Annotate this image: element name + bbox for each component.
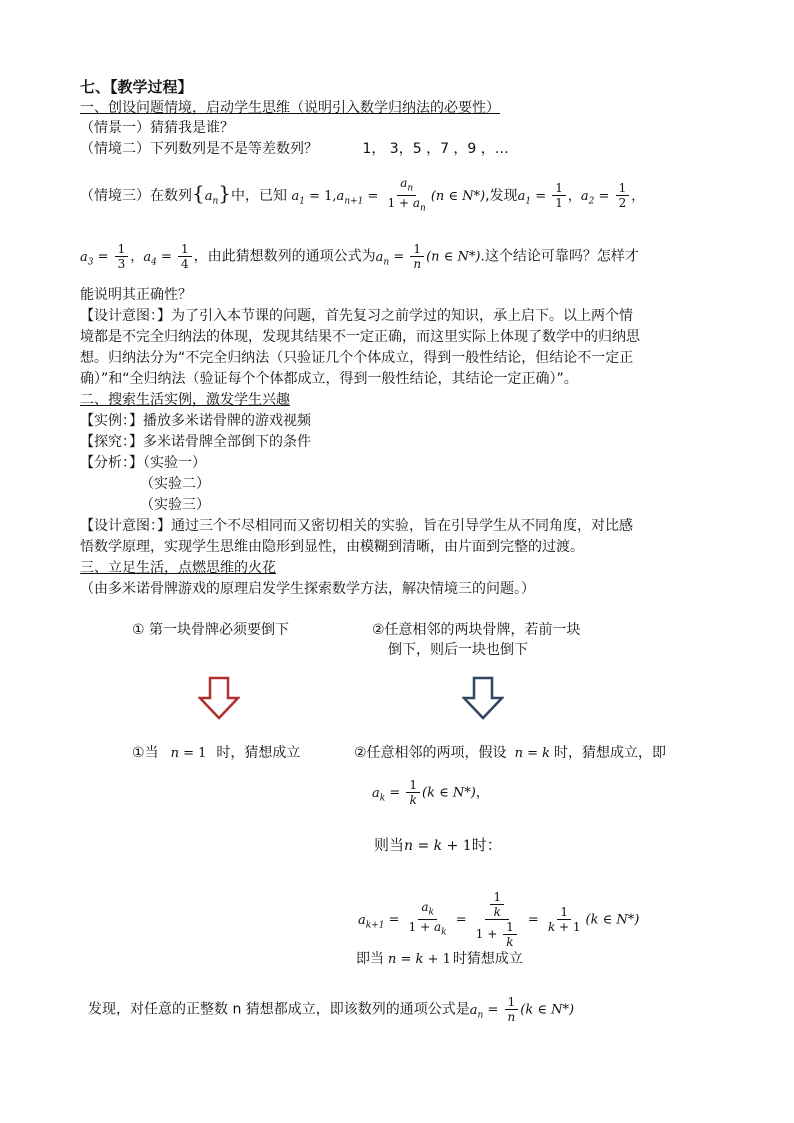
sequence-brace: {	[192, 180, 205, 205]
section3-title: 三、立足生活，点燃思维的火花	[80, 560, 276, 576]
section2-title: 二、搜索生活实例，激发学生兴趣	[80, 392, 290, 408]
math-n-eq-1: n = 1	[170, 746, 207, 761]
math-frac-1-3: $\frac{1}{3}$	[115, 242, 129, 271]
step2-row	[354, 744, 666, 763]
math-domain4: (k ∈ N*)	[585, 912, 640, 928]
scene2-sequence: 1， 3，5 ，7 ，9 ，…	[362, 141, 509, 157]
scene3-c: ,发现	[485, 187, 518, 204]
section3-intro: （由多米诺骨牌游戏的原理启发学生探索数学方法，解决情境三的问题。）	[80, 581, 535, 597]
math-domain2: (n ∈ N*)	[426, 249, 481, 265]
math-eq8: =	[385, 785, 405, 801]
math-eq11: =	[523, 912, 543, 928]
math-a2: $a_2$	[580, 188, 595, 207]
scene2-row	[80, 140, 509, 158]
math-n-eq-k1: n = k + 1	[404, 838, 472, 854]
math-comma2: ，	[631, 188, 645, 204]
math-frac-1-k1: $\frac{1}{k + 1}$	[547, 905, 581, 934]
scene3-b: 中，已知	[231, 187, 288, 204]
ok-b: 时猜想成立	[452, 951, 523, 967]
scene1: （情景一）猜猜我是谁？	[80, 120, 234, 136]
math-frac-1-k: $\frac{1}{k}$	[406, 778, 420, 807]
conclusion-row	[88, 995, 574, 1024]
design1-line3: 想。归纳法分为“不完全归纳法（只验证几个个体成立，得到一般性结论，但结论不一定正	[80, 350, 634, 366]
condition-1: ① 第一块骨牌必须要倒下	[132, 622, 290, 638]
math-an-final: $a_n$	[469, 1002, 484, 1021]
sequence-brace-close: }	[218, 180, 232, 205]
design1-line4: 确）”和“全归纳法（验证每个个体都成立，得到一般性结论，其结论一定正确）”。	[80, 371, 578, 387]
design1-line1: 【设计意图：】为了引入本节课的问题，首先复习之前学过的知识，承上启下。以上两个情	[80, 308, 633, 324]
math-an1: $a_{n+1}$	[336, 188, 364, 207]
math-eq3: =	[531, 188, 551, 204]
math-n-eq-k: n = k	[514, 746, 550, 761]
experiment-2: （实验二）	[140, 476, 210, 492]
step1-row	[132, 744, 300, 763]
math-frac-1-1: $\frac{1}{1}$	[552, 181, 566, 210]
math-a3: $a_3$	[80, 249, 94, 268]
section-heading: 七、【教学过程】	[80, 78, 193, 96]
math-ak: $a_k$	[372, 785, 386, 804]
math-frac-1-2: $\frac{1}{2}$	[616, 181, 630, 210]
math-an-formula: $a_n$	[375, 249, 390, 268]
math-frac-recurrence: $\frac{a_n}{1 + a_n}$	[387, 176, 426, 214]
math-comma4: ，	[475, 785, 489, 801]
math-eq7: =	[389, 249, 409, 265]
math-eq2: =	[363, 188, 383, 204]
then-b: 时：	[471, 836, 502, 854]
step2-a: ②任意相邻的两项，假设	[354, 745, 507, 761]
math-domain1: (n ∈ N*)	[430, 188, 486, 204]
math-ak1: $a_{k+1}$	[358, 912, 385, 931]
math-a4: $a_4$	[143, 249, 157, 268]
math-eq12: =	[483, 1002, 503, 1018]
step1-b: 时，猜想成立	[216, 745, 301, 761]
then-row	[374, 836, 502, 855]
math-frac-ak-over: $\frac{a_k}{1 + a_k}$	[408, 899, 447, 938]
math-eq6: =	[156, 249, 176, 265]
step2-b: 时，猜想成立，即	[554, 745, 666, 761]
condition-2-line2: 倒下，则后一块也倒下	[388, 642, 528, 658]
step1-a: ①当	[132, 745, 159, 761]
math-a1: $a_1$	[517, 188, 532, 207]
math-comma1: ，	[567, 188, 581, 204]
math-eq10: =	[451, 912, 471, 928]
math-eq4: =	[594, 188, 614, 204]
scene3-row	[80, 176, 644, 216]
scene2: （情境二）下列数列是不是等差数列？	[80, 141, 318, 157]
analysis: 【分析：】（实验一）	[80, 455, 206, 471]
explore: 【探究：】多米诺骨牌全部倒下的条件	[80, 434, 311, 450]
math-a1-eq: $a_1$	[291, 188, 305, 207]
math-eq9: =	[384, 912, 404, 928]
math-n-eq-k1-b: n = k + 1	[388, 952, 451, 967]
down-arrow-right-icon	[462, 676, 504, 720]
design2-line2: 悟数学原理，实现学生思维由隐形到显性，由模糊到清晰，由片面到完整的过渡。	[80, 539, 584, 555]
example: 【实例：】播放多米诺骨牌的游戏视频	[80, 413, 311, 429]
math-eq5: =	[93, 249, 113, 265]
scene3-a: （情境三）在数列	[80, 187, 192, 204]
math-frac-1-4: $\frac{1}{4}$	[178, 242, 192, 271]
derivation-formula	[358, 890, 639, 949]
design2-line1: 【设计意图：】通过三个不尽相同而又密切相关的实验，旨在引导学生从不同角度，对比感	[80, 518, 633, 534]
section1-title: 一、创设问题情境，启动学生思维（说明引入数学归纳法的必要性）	[80, 100, 500, 116]
math-frac-1-n: $\frac{1}{n}$	[410, 242, 424, 271]
math-frac-1-n-final: $\frac{1}{n}$	[505, 995, 519, 1024]
experiment-3: （实验三）	[140, 497, 210, 513]
conclusion: 发现，对任意的正整数 n 猜想都成立，即该数列的通项公式是	[88, 1001, 470, 1018]
scene3-d: ，由此猜想数列的通项公式为	[193, 248, 376, 265]
ok-row	[356, 950, 523, 969]
down-arrow-left-icon	[198, 676, 240, 720]
math-comma3: ，	[130, 249, 144, 265]
hypothesis-formula	[372, 778, 489, 807]
math-eq1: = 1,	[304, 188, 337, 204]
math-domain5: (k ∈ N*)	[520, 1002, 575, 1018]
math-domain3: (k ∈ N*)	[422, 785, 476, 801]
design1-line2: 境都是不完全归纳法的体现，发现其结果不一定正确，而这里实际上体现了数学中的归纳思	[80, 329, 640, 345]
ok-a: 即当	[356, 951, 384, 967]
condition-2-line1: ②任意相邻的两块骨牌，若前一块	[372, 622, 581, 638]
scene3-row2	[80, 242, 639, 271]
math-frac-compound: $\frac{1}{k}$ 1 + $\frac{1}{k}$	[473, 890, 522, 949]
scene3-f: 能说明其正确性？	[80, 287, 192, 303]
scene3-e: .这个结论可靠吗？怎样才	[480, 248, 639, 265]
math-an: $a_n$	[204, 188, 219, 207]
then-a: 则当	[374, 836, 405, 854]
